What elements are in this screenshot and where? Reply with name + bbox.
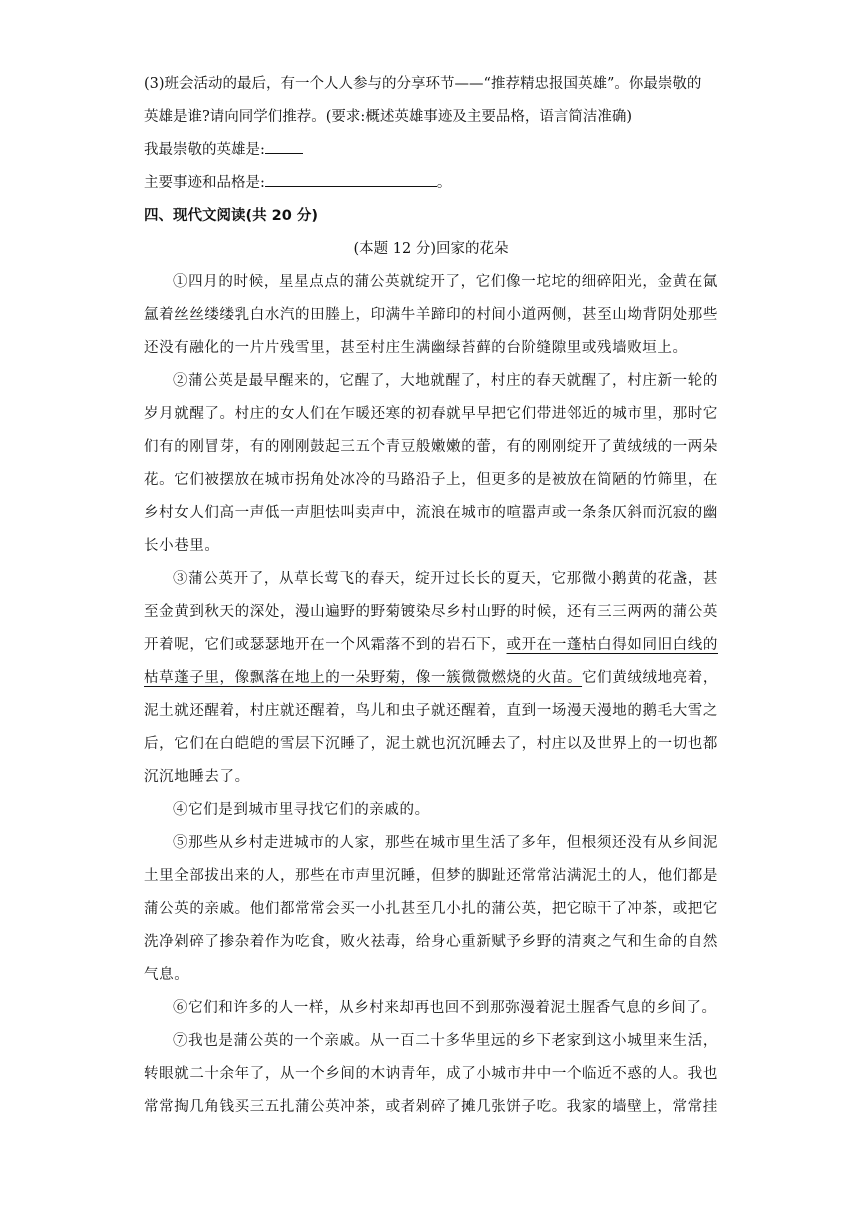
deeds-answer-blank[interactable]: [265, 170, 437, 187]
deeds-end-mark: 。: [436, 175, 452, 191]
section4-heading: 四、现代文阅读(共 20 分): [144, 208, 319, 224]
paragraph-4: ④它们是到城市里寻找它们的亲戚的。: [173, 802, 430, 818]
paragraph-3-after: 它们黄绒绒地亮着，泥土就还醒着，村庄就还醒着，鸟儿和虫子就还醒着，直到一场漫天漫地的鹅毛大雪之后，它们在白皑皑的雪层下沉睡了，泥土就也沉沉睡去了，村庄以及世界上的一切也都沉沉地睡去了。: [144, 670, 718, 785]
question3-line2: 英雄是谁?请向同学们推荐。(要求:概述英雄事迹及主要品格，语言简洁准确): [144, 109, 632, 125]
paragraph-1: ①四月的时候，星星点点的蒲公英就绽开了，它们像一坨坨的细碎阳光，金黄在氤氲着丝丝缕缕乳白水汽的田塍上，印满牛羊蹄印的村间小道两侧，甚至山坳背阴处那些还没有融化的一片片残雪里，甚至村庄生满幽绿苔藓的台阶缝隙里或残墙败垣上。: [144, 274, 718, 356]
deeds-prompt: 主要事迹和品格是:: [144, 175, 265, 191]
paragraph-2: ②蒲公英是最早醒来的，它醒了，大地就醒了，村庄的春天就醒了，村庄新一轮的岁月就醒了。村庄的女人们在乍暖还寒的初春就早早把它们带进邻近的城市里，那时它们有的刚冒芽，有的刚刚鼓起三五个青豆般嫩嫩的蕾，有的刚刚绽开了黄绒绒的一两朵花。它们被摆放在城市拐角处冰冷的马路沿子上，但更多的是被放在简陋的竹筛里，在乡村女人们高一声低一声胆怯叫卖声中，流浪在城市的喧嚣声或一条条仄斜而沉寂的幽长小巷里。: [144, 373, 718, 554]
article-title: (本题 12 分)回家的花朵: [353, 241, 509, 257]
deeds-answer-line: [144, 167, 718, 200]
paragraph-3-before: ③蒲公英开了，从草长莺飞的春天，绽开过长长的夏天，它那微小鹅黄的花盏，甚至金黄到秋天的深处，漫山遍野的野菊镀染尽乡村山野的时候，还有三三两两的蒲公英开着呢，它们或瑟瑟地开在一个风霜落不到的岩石下，: [144, 571, 718, 653]
hero-answer-blank[interactable]: [265, 137, 303, 154]
question3-line1: (3)班会活动的最后，有一个人人参与的分享环节——“推荐精忠报国英雄”。你最崇敬的: [144, 76, 702, 92]
paragraph-3: [144, 563, 718, 794]
paragraph-6: ⑥它们和许多的人一样，从乡村来却再也回不到那弥漫着泥土腥香气息的乡间了。: [173, 1000, 717, 1016]
paragraph-5: ⑤那些从乡村走进城市的人家，那些在城市里生活了多年，但根须还没有从乡间泥土里全部拔出来的人，那些在市声里沉睡，但梦的脚趾还常常沾满泥土的人，他们都是蒲公英的亲戚。他们都常常会买一小扎甚至几小扎的蒲公英，把它晾干了冲茶，或把它洗净剁碎了掺杂着作为吃食，败火祛毒，给身心重新赋予乡野的清爽之气和生命的自然气息。: [144, 835, 718, 983]
document-page: [144, 68, 718, 1124]
paragraph-3-underlined-sentence: 或开在一蓬枯白得如同旧白线的枯草蓬子里，像飘落在地上的一朵野菊，像一簇微微燃烧的火苗。: [144, 637, 718, 686]
hero-prompt: 我最崇敬的英雄是:: [144, 142, 265, 158]
paragraph-7: ⑦我也是蒲公英的一个亲戚。从一百二十多华里远的乡下老家到这小城里来生活，转眼就二十余年了，从一个乡间的木讷青年，成了小城市井中一个临近不惑的人。我也常常掏几角钱买三五扎蒲公英冲茶，或者剁碎了摊几张饼子吃。我家的墙壁上，常常挂: [144, 1033, 718, 1115]
hero-answer-line: [144, 134, 718, 167]
